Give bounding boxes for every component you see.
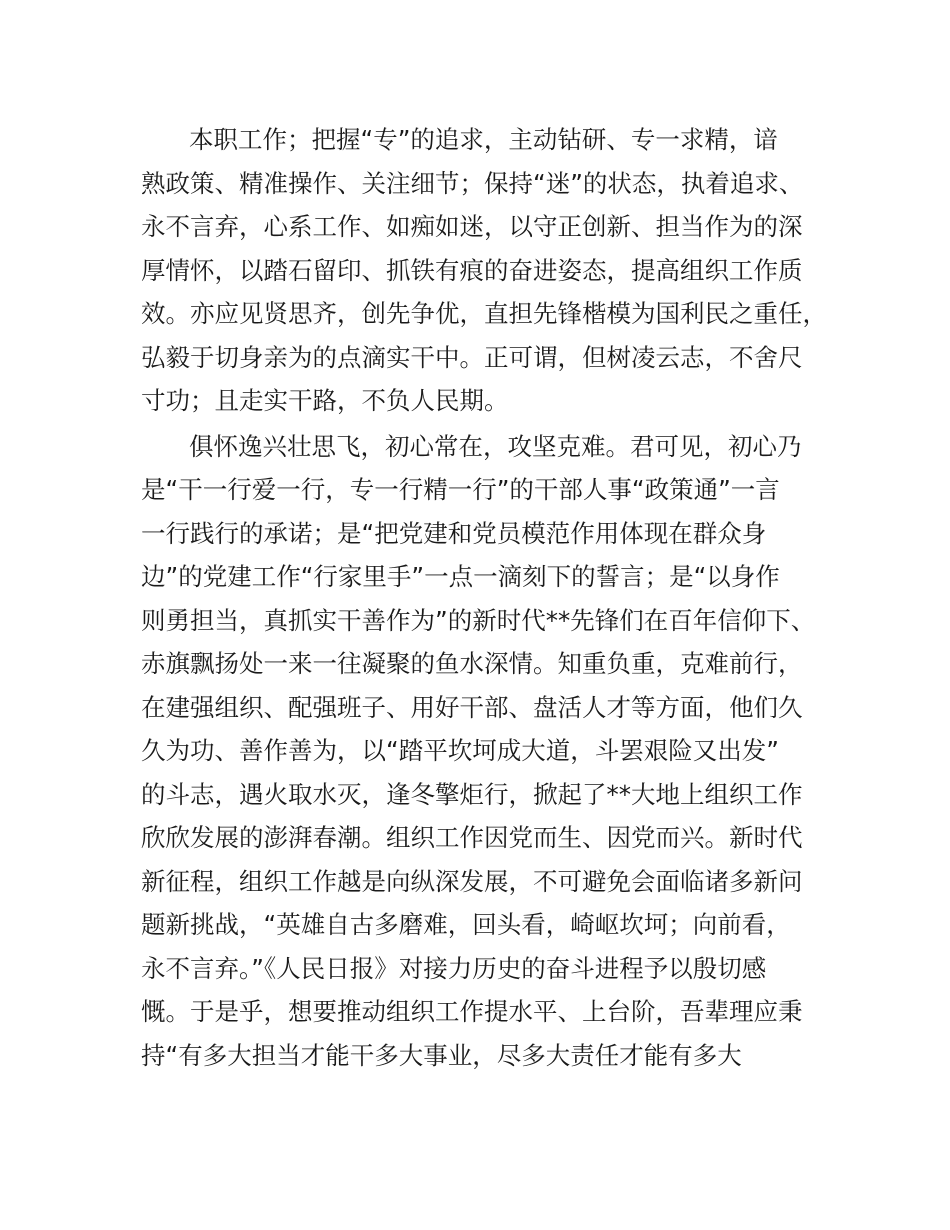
paragraph-line: 本职工作；把握“专”的追求，主动钻研、专一求精，谙 (189, 125, 778, 154)
paragraph-line: 永不言弃，心系工作、如痴如迷，以守正创新、担当作为的深 (141, 212, 803, 241)
paragraph-line: 效。亦应见贤思齐，创先争优，直担先锋楷模为国利民之重任， (141, 299, 827, 328)
paragraph-line: 是“干一行爱一行，专一行精一行”的干部人事“政策通”一言 (141, 475, 780, 504)
paragraph-line: 弘毅于切身亲为的点滴实干中。正可谓，但树凌云志，不舍尺 (141, 342, 803, 372)
paragraph-line: 厚情怀，以踏石留印、抓铁有痕的奋进姿态，提高组织工作质 (141, 255, 803, 285)
paragraph-line: 永不言弃。”《人民日报》对接力历史的奋斗进程予以殷切感 (141, 953, 767, 983)
paragraph-line: 一行践行的承诺；是“把党建和党员模范作用体现在群众身 (141, 518, 767, 548)
paragraph-2 (141, 425, 831, 1078)
paragraph-line: 新征程，组织工作越是向纵深发展，不可避免会面临诸多新问 (141, 866, 803, 896)
paragraph-line: 俱怀逸兴壮思飞，初心常在，攻坚克难。君可见，初心乃 (189, 431, 802, 461)
paragraph-line: 寸功；且走实干路，不负人民期。 (141, 386, 509, 415)
paragraph-line: 久为功、善作善为，以“踏平坎坷成大道，斗罢艰险又出发” (141, 736, 779, 765)
paragraph-line: 在建强组织、配强班子、用好干部、盘活人才等方面，他们久 (141, 692, 803, 722)
paragraph-line: 欣欣发展的澎湃春潮。组织工作因党而生、因党而兴。新时代 (141, 823, 803, 852)
paragraph-line: 则勇担当，真抓实干善作为”的新时代**先锋们在百年信仰下、 (141, 605, 816, 635)
document-body (141, 118, 831, 1077)
paragraph-line: 持“有多大担当才能干多大事业，尽多大责任才能有多大 (141, 1040, 742, 1070)
paragraph-line: 慨。于是乎，想要推动组织工作提水平、上台阶，吾辈理应秉 (141, 997, 803, 1026)
paragraph-line: 题新挑战，“英雄自古多磨难，回头看，崎岖坎坷；向前看， (141, 910, 791, 939)
paragraph-line: 熟政策、精准操作、关注细节；保持“迷”的状态，执着追求、 (141, 168, 804, 198)
paragraph-line: 赤旗飘扬处一来一往凝聚的鱼水深情。知重负重，克难前行， (141, 649, 803, 678)
paragraph-line: 边”的党建工作“行家里手”一点一滴刻下的誓言；是“以身作 (141, 562, 780, 591)
paragraph-1 (141, 118, 831, 423)
paragraph-line: 的斗志，遇火取水灭，逢冬擎炬行，掀起了**大地上组织工作 (141, 779, 803, 809)
